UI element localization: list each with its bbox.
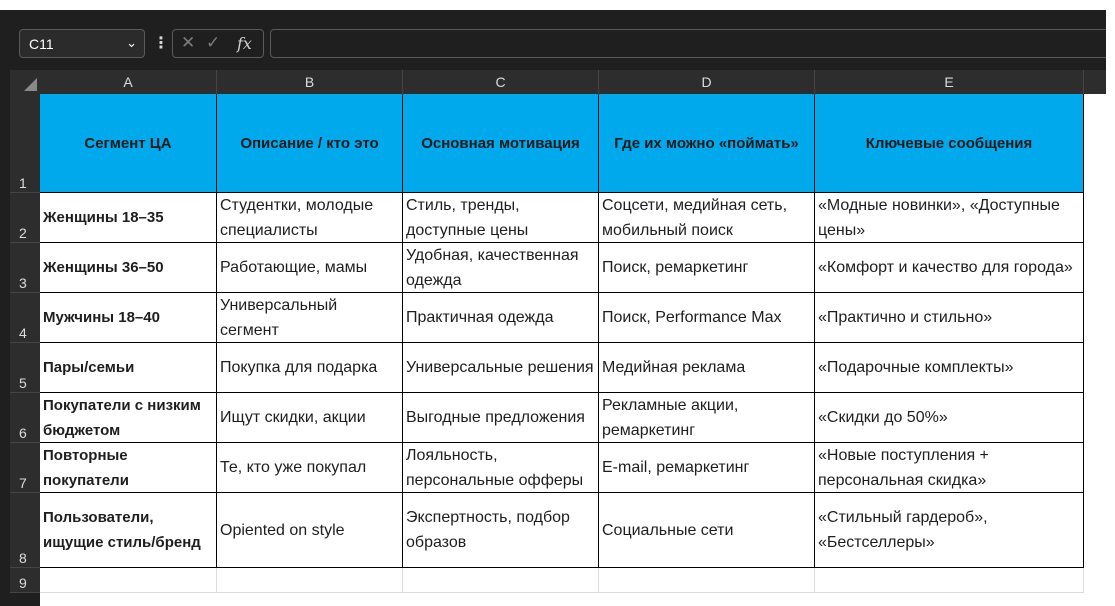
row-number: 7 [19,475,27,491]
more-options-icon[interactable]: ⋮ [153,35,169,52]
empty-cell[interactable] [40,568,217,593]
column-header-f[interactable] [1084,70,1106,94]
row-number: 1 [19,175,27,191]
row-number: 3 [19,275,27,291]
column-header-c[interactable]: C [403,70,599,94]
chevron-down-icon[interactable]: ⌄ [126,35,137,50]
table-cell[interactable]: Медийная реклама [599,343,815,393]
column-header-d[interactable]: D [599,70,815,94]
row-header-8[interactable] [10,493,40,568]
window-edge [1106,0,1115,606]
name-box-value: C11 [29,36,54,52]
header-cell-motivation[interactable]: Основная мотивация [403,94,599,193]
row-number: 9 [19,575,27,591]
row-header-1[interactable] [10,94,40,193]
table-cell[interactable]: «Комфорт и качество для города» [815,243,1084,293]
table-cell[interactable]: Покупка для подарка [217,343,403,393]
table-cell[interactable]: Выгодные предложения [403,393,599,443]
row-header-4[interactable] [10,293,40,343]
empty-cell[interactable] [403,568,599,593]
row-number: 5 [19,375,27,391]
row-header-5[interactable] [10,343,40,393]
header-cell-segment[interactable]: Сегмент ЦА [40,94,217,193]
row-header-6[interactable] [10,393,40,443]
column-header-b[interactable]: B [217,70,403,94]
table-cell[interactable]: «Стильный гардероб», «Бестселлеры» [815,493,1084,568]
table-cell[interactable]: Пользователи, ищущие стиль/бренд [40,493,217,568]
row-number: 2 [19,225,27,241]
table-cell[interactable]: Мужчины 18–40 [40,293,217,343]
worksheet-grid[interactable] [40,94,1106,606]
row-header-2[interactable] [10,193,40,243]
table-cell[interactable]: Ищут скидки, акции [217,393,403,443]
table-cell[interactable]: «Новые поступления + персональная скидка» [815,443,1084,493]
table-cell[interactable]: Универсальный сегмент [217,293,403,343]
table-cell[interactable]: Повторные покупатели [40,443,217,493]
header-cell-messages[interactable]: Ключевые сообщения [815,94,1084,193]
table-cell[interactable]: Удобная, качественная одежда [403,243,599,293]
table-cell[interactable]: Универсальные решения [403,343,599,393]
table-cell[interactable]: Пары/семьи [40,343,217,393]
column-header-a[interactable]: A [40,70,217,94]
table-cell[interactable]: Студентки, молодые специалисты [217,193,403,243]
empty-cell[interactable] [599,568,815,593]
table-cell[interactable]: Женщины 36–50 [40,243,217,293]
table-cell[interactable]: E-mail, ремаркетинг [599,443,815,493]
select-all-triangle-icon [24,78,37,91]
row-header-7[interactable] [10,443,40,493]
table-cell[interactable]: Стиль, тренды, доступные цены [403,193,599,243]
row-number: 4 [19,325,27,341]
table-cell[interactable]: Экспертность, подбор образов [403,493,599,568]
table-cell[interactable]: Opiented on style [217,493,403,568]
table-cell[interactable]: Работающие, мамы [217,243,403,293]
empty-cell[interactable] [815,568,1084,593]
table-cell[interactable]: Женщины 18–35 [40,193,217,243]
table-cell[interactable]: Практичная одежда [403,293,599,343]
table-cell[interactable]: Покупатели с низким бюджетом [40,393,217,443]
ribbon-edge [0,0,1106,10]
insert-function-icon[interactable]: fx [237,34,252,53]
select-all-corner[interactable] [10,70,40,94]
cancel-icon[interactable]: ✕ [181,33,196,52]
formula-bar [10,20,1106,66]
name-box[interactable] [19,29,145,58]
enter-icon[interactable]: ✓ [206,33,221,52]
header-cell-description[interactable]: Описание / кто это [217,94,403,193]
row-header-9[interactable] [10,568,40,593]
table-cell[interactable]: Поиск, ремаркетинг [599,243,815,293]
row-header-3[interactable] [10,243,40,293]
table-cell[interactable]: Социальные сети [599,493,815,568]
row-number: 6 [19,425,27,441]
table-cell[interactable]: «Модные новинки», «Доступные цены» [815,193,1084,243]
empty-cell[interactable] [217,568,403,593]
table-cell[interactable]: Те, кто уже покупал [217,443,403,493]
row-number: 8 [19,550,27,566]
formula-input[interactable] [270,29,1110,58]
column-header-e[interactable]: E [815,70,1084,94]
table-cell[interactable]: «Скидки до 50%» [815,393,1084,443]
table-cell[interactable]: Рекламные акции, ремаркетинг [599,393,815,443]
table-cell[interactable]: Поиск, Performance Max [599,293,815,343]
table-cell[interactable]: Соцсети, медийная сеть, мобильный поиск [599,193,815,243]
formula-actions [172,29,264,58]
header-cell-channels[interactable]: Где их можно «поймать» [599,94,815,193]
table-cell[interactable]: Лояльность, персональные офферы [403,443,599,493]
table-cell[interactable]: «Подарочные комплекты» [815,343,1084,393]
table-cell[interactable]: «Практично и стильно» [815,293,1084,343]
